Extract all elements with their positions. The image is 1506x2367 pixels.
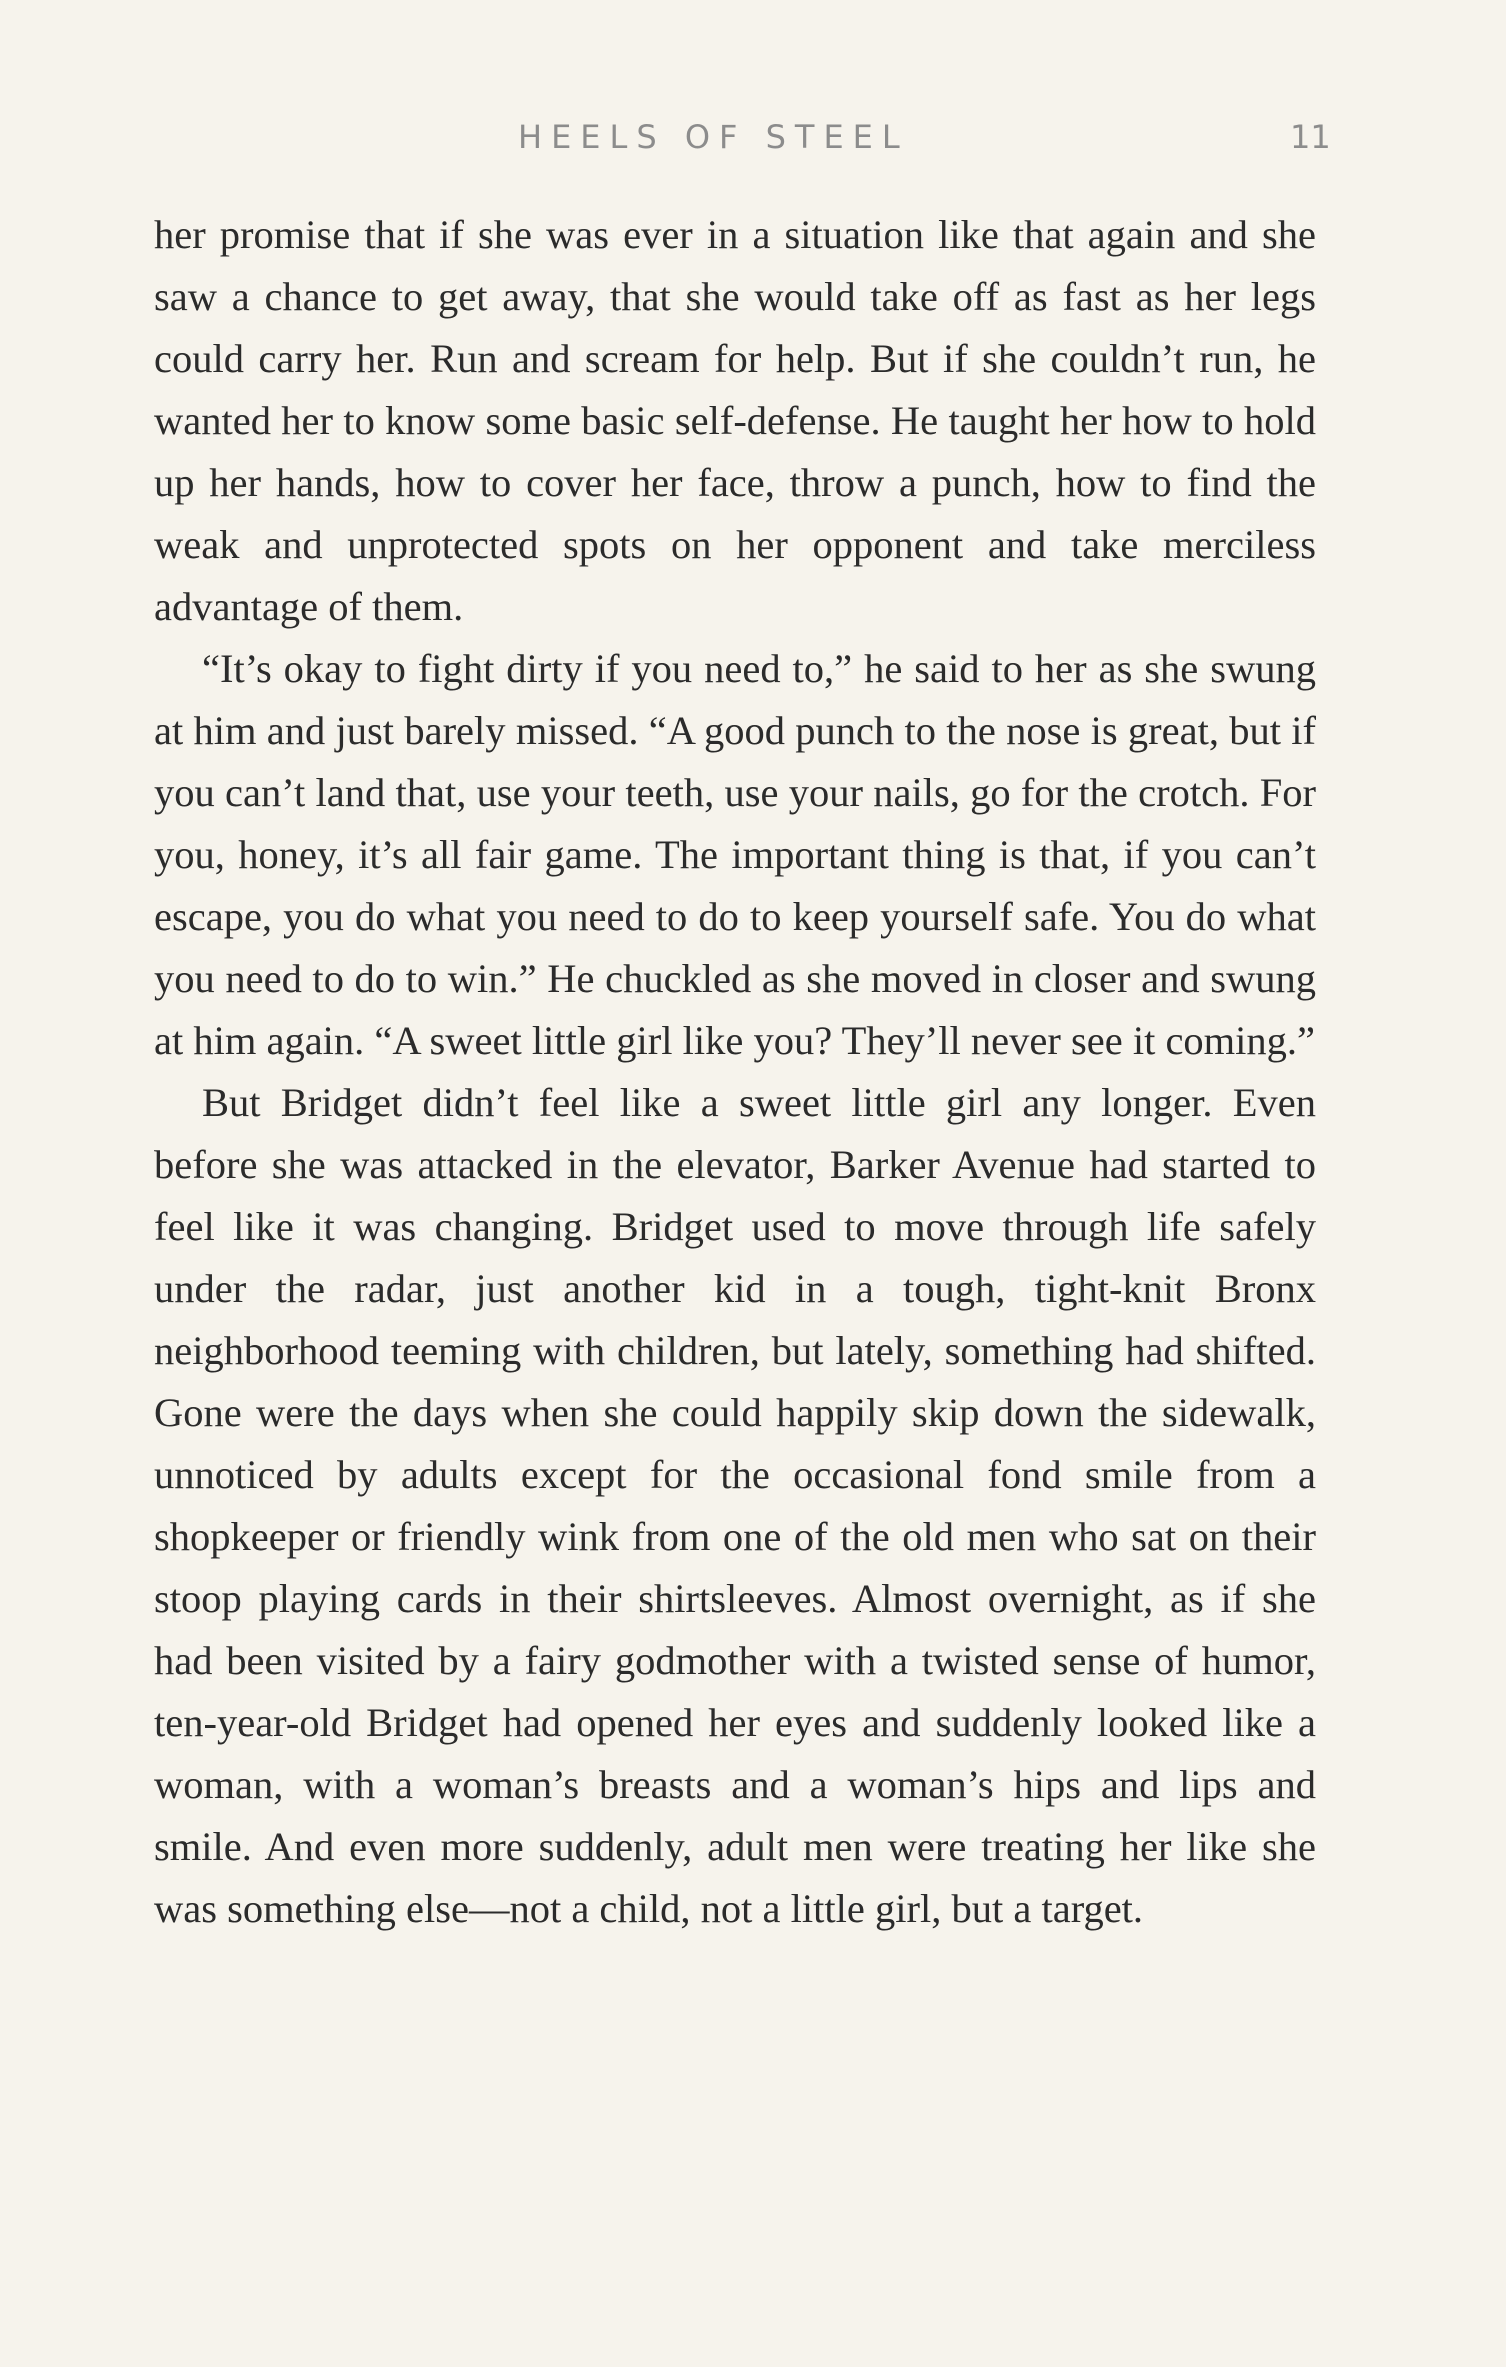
running-head [0,112,1506,162]
body-text [154,204,1316,1940]
paragraph-dialogue: “It’s okay to fight dirty if you need to,” he said to her as she swung at him and just barely missed. “A good punch to the nose is great, but if you can’t land that, use your teeth, use your nails, go for the crotch. For you, honey, it’s all fair game. The important thing is that, if you can’t escape, you do what you need to do to keep yourself safe. You do what you need to do to win.” He chuckled as she moved in closer and swung at him again. “A sweet little girl like you? They’ll never see it coming.” [154,646,1316,1063]
page-number: 11 [1290,118,1331,156]
paragraph-continued: her promise that if she was ever in a situation like that again and she saw a chance to get away, that she would take off as fast as her legs could carry her. Run and scream for help. But if she couldn’t run, he wanted her to know some basic self-defense. He taught her how to hold up her hands, how to cover her face, throw a punch, how to find the weak and unprotected spots on her opponent and take merciless advantage of them. [154,212,1316,629]
paragraph-bridget: But Bridget didn’t feel like a sweet little girl any longer. Even before she was attacked in the elevator, Barker Avenue had started to feel like it was changing. Bridget used to move through life safely under the radar, just another kid in a tough, tight-knit Bronx neighborhood teeming with children, but lately, something had shifted. Gone were the days when she could happily skip down the sidewalk, unnoticed by adults except for the occasional fond smile from a shopkeeper or friendly wink from one of the old men who sat on their stoop playing cards in their shirtsleeves. Almost overnight, as if she had been visited by a fairy godmother with a twisted sense of humor, ten-year-old Bridget had opened her eyes and suddenly looked like a woman, with a woman’s breasts and a woman’s hips and lips and smile. And even more suddenly, adult men were treating her like she was something else—not a child, not a little girl, but a target. [154,1080,1316,1931]
running-title: HEELS OF STEEL [518,118,909,156]
